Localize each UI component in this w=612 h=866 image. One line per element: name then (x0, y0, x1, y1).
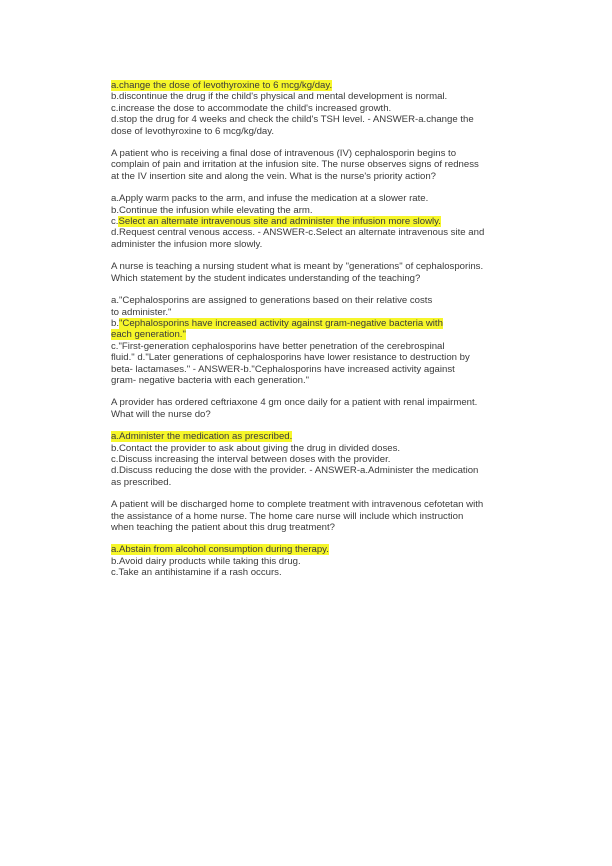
q1-option-d-line1: d.stop the drug for 4 weeks and check the child's TSH level. - ANSWER-a.change the (111, 114, 474, 126)
q3-option-c-line1: c."First-generation cephalosporins have better penetration of the cerebrospinal (111, 340, 445, 352)
q5-stem-line3: when teaching the patient about this drug treatment? (111, 522, 336, 533)
q4-option-d-line2: as prescribed. (111, 476, 172, 488)
q3-option-c-line2: fluid." d."Later generations of cephalosporins have lower resistance to destruction by (111, 352, 470, 364)
q2-stem-line3: at the IV insertion site and along the vein. What is the nurse's priority action? (111, 170, 436, 182)
q2-option-d-line1: d.Request central venous access. - ANSWER-c.Select an alternate intravenous site and (111, 227, 485, 239)
q3-stem-line2: Which statement by the student indicates understanding of the teaching? (111, 272, 421, 284)
q1-option-a-answer-highlight: a.change the dose of levothyroxine to 6 mcg/kg/day. (111, 80, 333, 91)
q1-option-b: b.discontinue the drug if the child's physical and mental development is normal. (111, 91, 448, 103)
q3-option-c-line3: beta- lactamases." - ANSWER-b."Cephalosporins have increased activity against (111, 363, 455, 375)
q4-stem-line2: What will the nurse do? (111, 408, 211, 420)
q3-option-b-answer-highlight-line2: each generation." (111, 329, 186, 341)
q2-stem-line2: complain of pain and irritation at the infusion site. The nurse observes signs of redness (111, 159, 479, 171)
q1-option-d-line2: dose of levothyroxine to 6 mcg/kg/day. (111, 125, 275, 137)
q4-option-d-line1: d.Discuss reducing the dose with the provider. - ANSWER-a.Administer the medication (111, 465, 479, 477)
question-5 (111, 499, 511, 578)
question-3 (111, 261, 511, 386)
q5-stem-line2: the assistance of a home nurse. The home care nurse will include which instruction (111, 510, 464, 522)
q2-option-c-prefix: c. (111, 216, 119, 228)
q4-option-c: c.Discuss increasing the interval between doses with the provider. (111, 453, 391, 465)
question-1 (111, 80, 511, 137)
q3-option-a-line2: to administer." (111, 306, 172, 318)
question-2 (111, 148, 511, 250)
q1-option-c: c.increase the dose to accommodate the child's increased growth. (111, 102, 392, 114)
q3-option-c-line4: gram- negative bacteria with each generation." (111, 374, 310, 386)
q3-option-a-line1: a."Cephalosporins are assigned to generations based on their relative costs (111, 295, 433, 307)
q5-stem-line1: A patient will be discharged home to complete treatment with intravenous cefotetan with (111, 499, 484, 511)
q4-option-b: b.Contact the provider to ask about giving the drug in divided doses. (111, 442, 401, 454)
q5-option-a-answer-highlight: a.Abstain from alcohol consumption during therapy. (111, 544, 329, 556)
question-4 (111, 397, 511, 488)
q2-option-b: b.Continue the infusion while elevating the arm. (111, 204, 313, 216)
q3-option-b-prefix: b. (111, 317, 120, 329)
document-body (111, 80, 511, 579)
q5-option-b: b.Avoid dairy products while taking this drug. (111, 555, 301, 567)
q4-option-a-answer-highlight: a.Administer the medication as prescribed. (111, 431, 293, 443)
q2-stem-line1: A patient who is receiving a final dose of intravenous (IV) cephalosporin begins to (111, 148, 457, 160)
q2-option-c-answer-highlight: Select an alternate intravenous site and administer the infusion more slowly. (118, 216, 441, 228)
q2-option-d-line2: administer the infusion more slowly. (111, 238, 263, 250)
q5-option-c: c.Take an antihistamine if a rash occurs. (111, 567, 282, 579)
q2-option-a: a.Apply warm packs to the arm, and infuse the medication at a slower rate. (111, 193, 429, 205)
q3-option-b-answer-highlight-line1: "Cephalosporins have increased activity against gram-negative bacteria with (119, 317, 443, 329)
q4-stem-line1: A provider has ordered ceftriaxone 4 gm once daily for a patient with renal impairment. (111, 397, 478, 409)
q3-stem-line1: A nurse is teaching a nursing student what is meant by "generations" of cephalosporins. (111, 261, 484, 273)
